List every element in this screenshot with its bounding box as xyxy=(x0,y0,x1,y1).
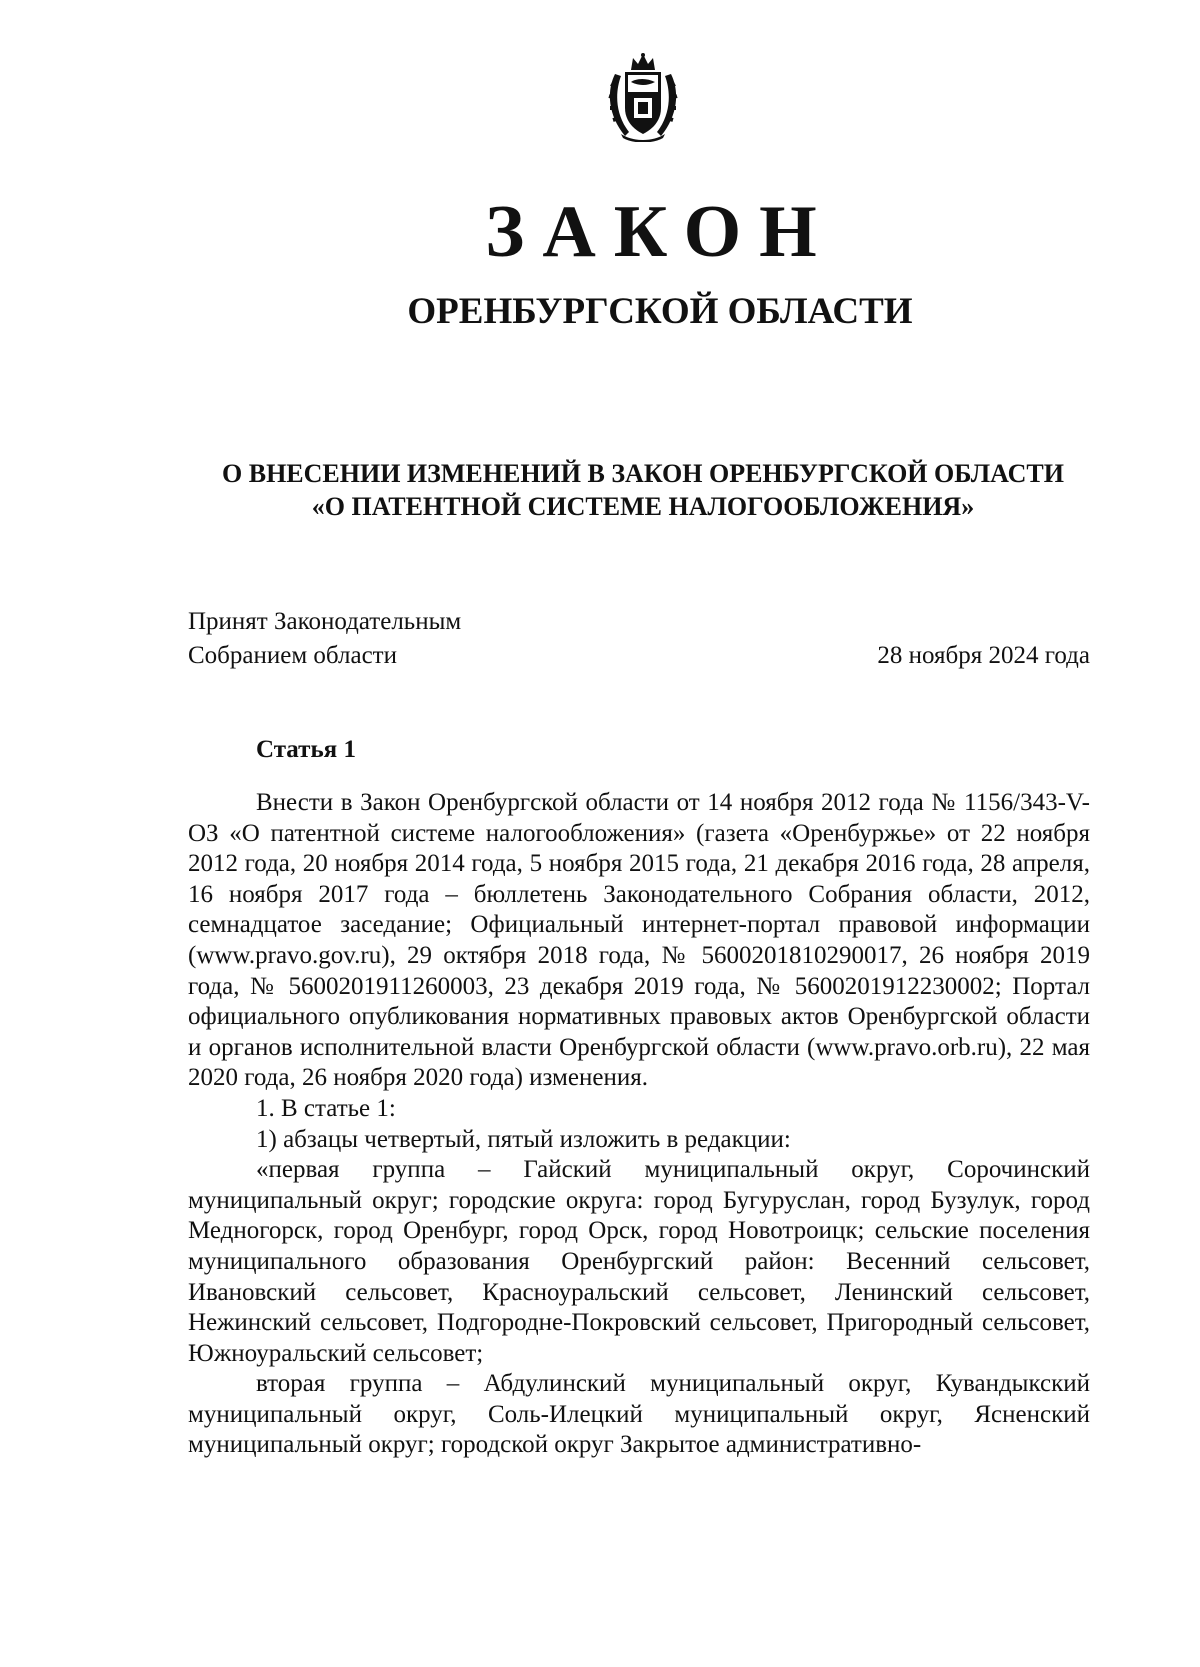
law-name-line-2: «О ПАТЕНТНОЙ СИСТЕМЕ НАЛОГООБЛОЖЕНИЯ» xyxy=(311,492,975,521)
coat-of-arms-icon xyxy=(603,52,683,142)
paragraph-intro: Внести в Закон Оренбургской области от 14 ноября 2012 года № 1156/343-V-ОЗ «О патентной системе налогообложения» (газета «Оренбуржье» от 22 ноября 2012 года, 20 ноября 2014 года, 5 ноября 2015 года, 21 декабря 2016 года, 28 апреля, 16 ноября 2017 года – бюллетень Законодательного Собрания области, 2012, семнадцатое заседание; Официальный интернет-портал правовой информации (www.pravo.gov.ru), 29 октября 2018 года, № 5600201810290017, 26 ноября 2019 года, № 5600201911260003, 23 декабря 2019 года, № 5600201912230002; Портал официального опубликования нормативных правовых актов Оренбургской области и органов исполнительной власти Оренбургской области (www.pravo.orb.ru), 22 мая 2020 года, 26 ноября 2020 года) изменения. xyxy=(188,789,1090,1092)
article-body xyxy=(188,788,1090,1461)
adoption-date: 28 ноября 2024 года xyxy=(877,642,1090,669)
paragraph-second-group: вторая группа – Абдулинский муниципальный округ, Кувандыкский муниципальный округ, Соль-Илецкий муниципальный округ, Ясненский муниципальный округ; городской округ Закрытое административно- xyxy=(188,1370,1090,1459)
paragraph-subitem-1: 1) абзацы четвертый, пятый изложить в редакции: xyxy=(256,1125,791,1153)
paragraph-first-group: «первая группа – Гайский муниципальный округ, Сорочинский муниципальный округ; городские округа: город Бугуруслан, город Бузулук, город Медногорск, город Оренбург, город Орск, город Новотроицк; сельские поселения муниципального образования Оренбургский район: Весенний сельсовет, Ивановский сельсовет, Красноуральский сельсовет, Ленинский сельсовет, Нежинский сельсовет, Подгородне-Покровский сельсовет, Пригородный сельсовет, Южноуральский сельсовет; xyxy=(188,1156,1090,1367)
law-title: ЗАКОН xyxy=(485,191,835,273)
law-subtitle: ОРЕНБУРГСКОЙ ОБЛАСТИ xyxy=(407,291,913,332)
adoption-note-line-1: Принят Законодательным xyxy=(188,608,462,635)
law-name xyxy=(188,457,1098,523)
article-heading: Статья 1 xyxy=(256,736,356,763)
adoption-note-line-2: Собранием области xyxy=(188,642,397,669)
adoption-note xyxy=(188,605,461,673)
law-name-line-1: О ВНЕСЕНИИ ИЗМЕНЕНИЙ В ЗАКОН ОРЕНБУРГСКОЙ ОБЛАСТИ xyxy=(222,459,1064,488)
paragraph-item-1: 1. В статье 1: xyxy=(256,1094,396,1122)
